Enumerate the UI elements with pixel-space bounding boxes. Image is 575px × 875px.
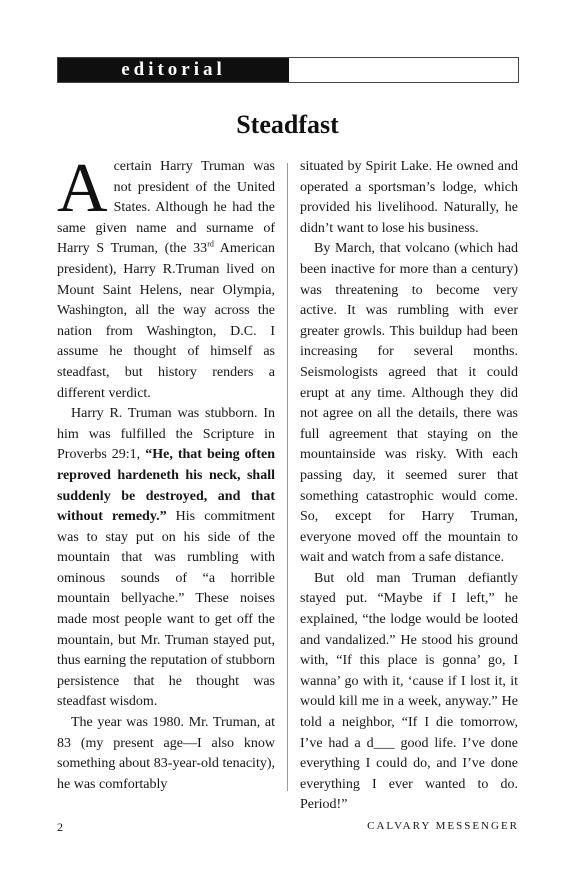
article-title: Steadfast — [236, 110, 339, 139]
superscript: rd — [207, 239, 214, 249]
paragraph: By March, that volcano (which had been inactive for more than a century) was threatening to become very active. It was rumbling with ever greater growls. This buildup had been increasing for several months. Seismologists agreed that it could erupt at any time. Although they did not agree on all the details, there was full agreement that staying on the mountainside was risky. With each passing day, it seemed surer that something catastrophic would come. So, except for Harry Truman, everyone moved off the mountain to wait and watch from a safe distance. — [300, 241, 518, 566]
magazine-name: CALVARY MESSENGER — [367, 820, 519, 832]
paragraph: The year was 1980. Mr. Truman, at 83 (my present age—I also know something about 83-year-old tenacity), he was comfortably — [57, 715, 275, 792]
scripture-quote: “He, that being often reproved hardeneth his neck, shall suddenly be destroyed, and that without remedy.” — [57, 447, 275, 525]
paragraph — [57, 404, 275, 713]
column-divider — [287, 163, 288, 791]
left-column — [57, 150, 276, 795]
section-header-bar — [57, 57, 519, 83]
right-column — [300, 157, 518, 816]
page-number: 2 — [57, 820, 63, 834]
paragraph-text: American president), Harry R.Truman lived on Mount Saint Helens, near Olympia, Washington, all the way across the nation from Washington, D.C. I assume he thought of himself as steadfast, but history renders a different verdict. — [57, 241, 276, 401]
paragraph: But old man Truman defiantly stayed put. “Maybe if I left,” he explained, “the lodge would be looted and vandalized.” He stood his ground with, “If this place is gonna’ go, I wanna’ go with it, ‘cause if I lost it, it would kill me in a week, anyway.” He told a neighbor, “If I die tomorrow, I’ve had a d___ good life. I’ve done everything I could do, and I’ve done everything I ever wanted to do. Period!” — [300, 570, 518, 813]
paragraph: situated by Spirit Lake. He owned and operated a sportsman’s lodge, which provided his livelihood. Naturally, he didn’t want to lose his business. — [300, 159, 518, 236]
drop-cap: A — [57, 150, 108, 227]
paragraph-text: certain Harry Truman was not president of the United States. Although he had the same given name and surname of Harry S Truman, (the 33 — [57, 159, 275, 257]
paragraph — [57, 150, 276, 404]
section-label: editorial — [58, 58, 289, 82]
paragraph-text: Harry R. Truman was stubborn. In him was fulfilled the Scripture in Proverbs 29:1, — [57, 406, 275, 463]
paragraph-text: His commitment was to stay put on his side of the mountain that was rumbling with ominous sounds of “a horrible mountain bellyache.” These noises made most people want to get off the mountain, but Mr. Truman stayed put, thus earning the reputation of stubborn persistence that he thought was steadfast wisdom. — [57, 509, 276, 710]
